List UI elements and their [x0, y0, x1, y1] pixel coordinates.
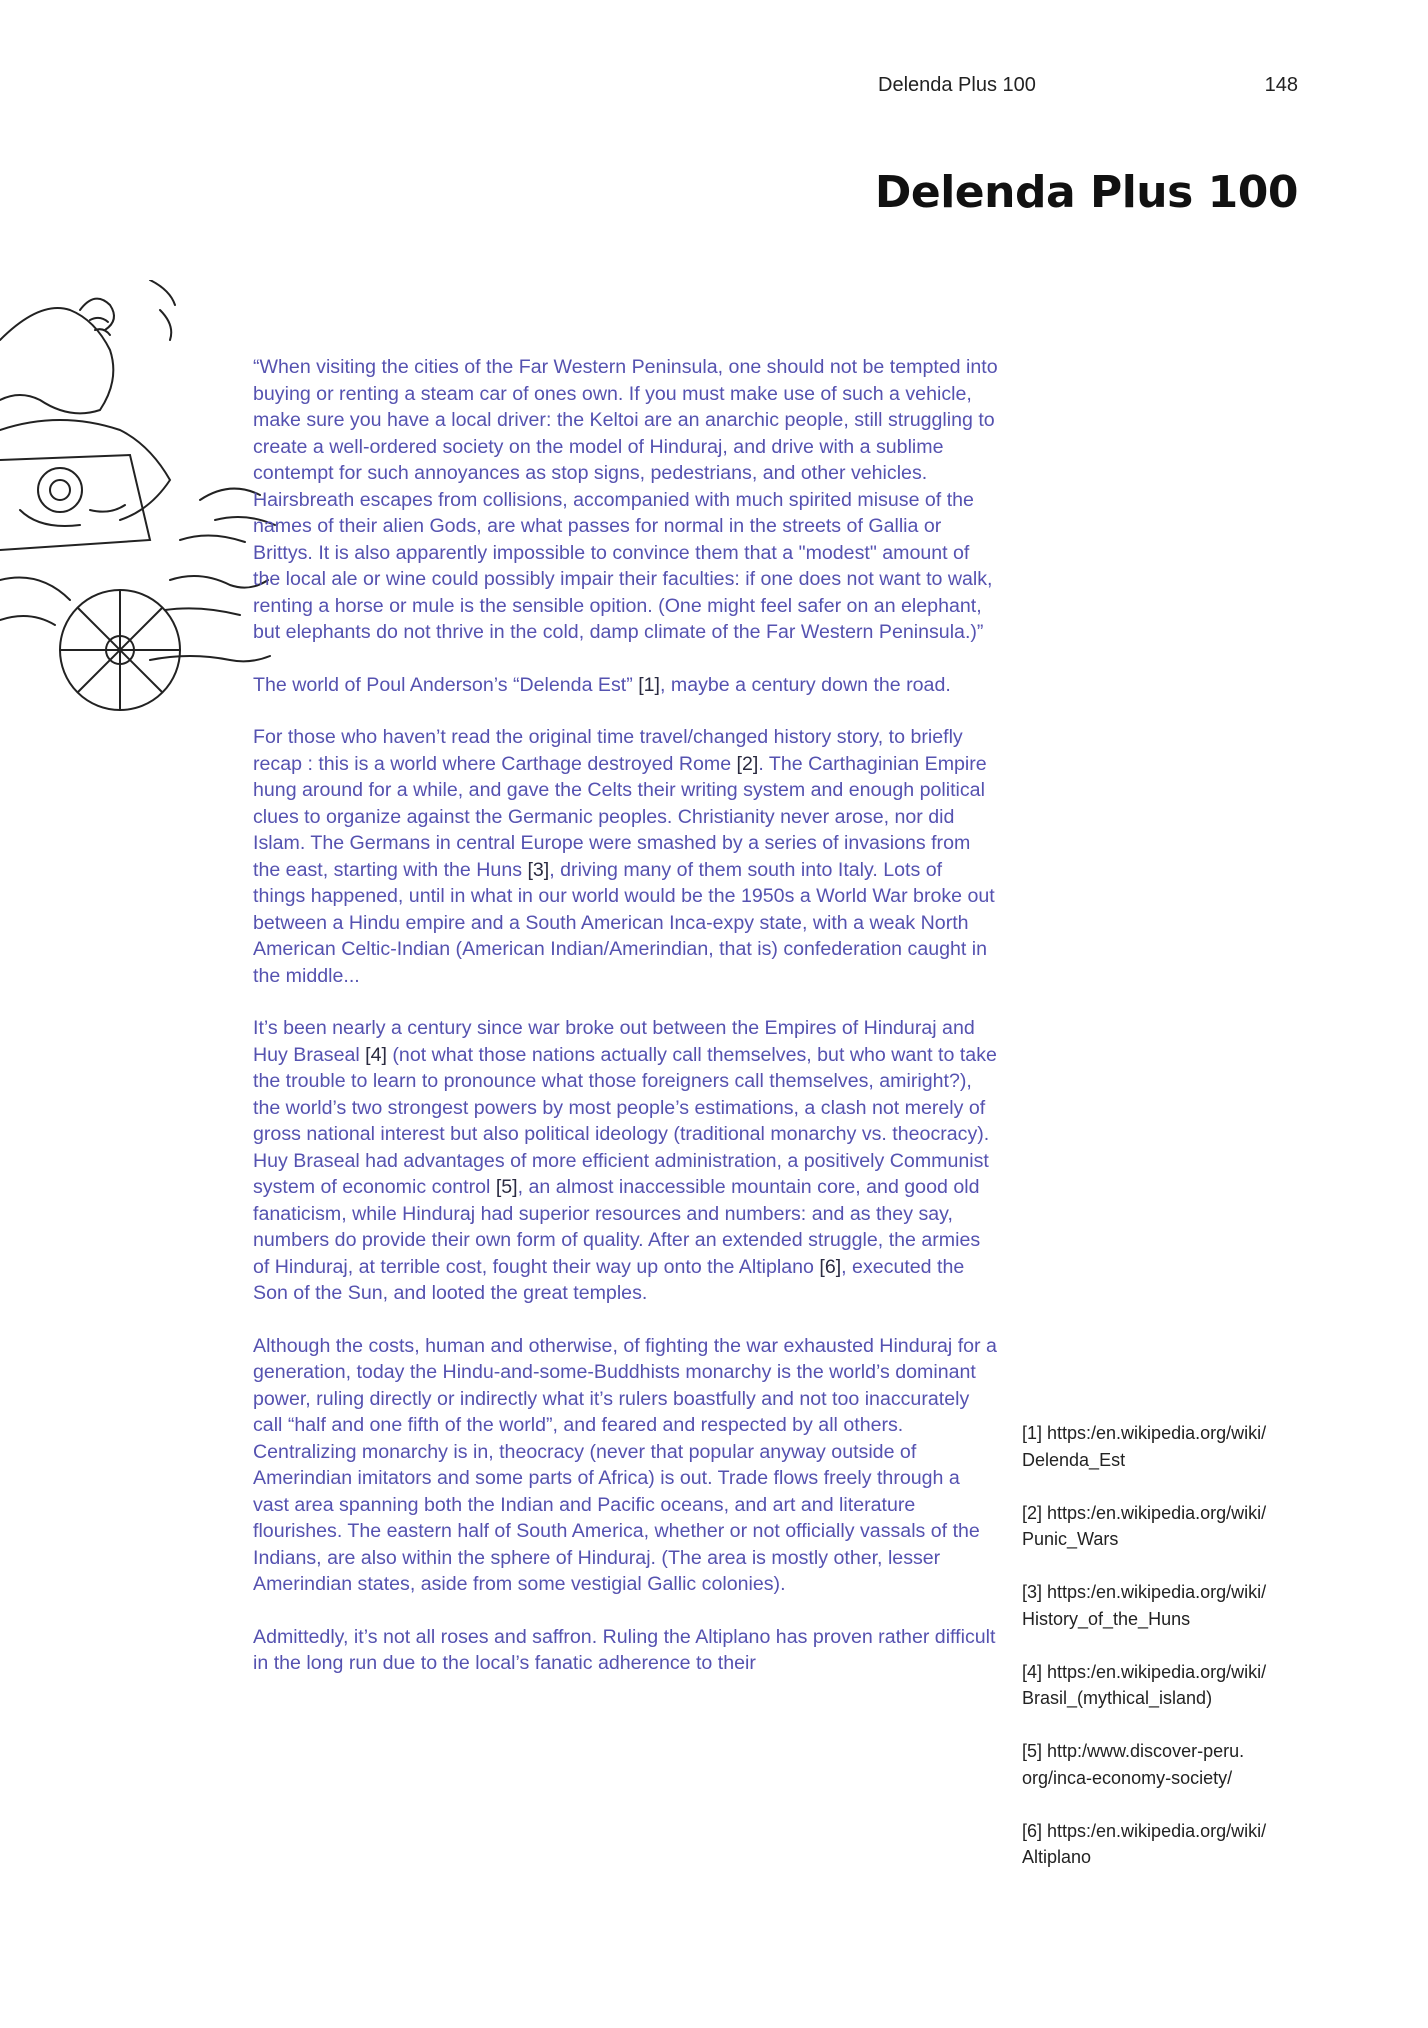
footnote-ref: [4]	[365, 1043, 387, 1066]
footnote-line: [5] http:/www.discover-peru.	[1022, 1741, 1245, 1761]
footnote-ref: [3]	[527, 858, 550, 881]
paragraph	[253, 1624, 998, 1677]
footnote-line: [3] https:/en.wikipedia.org/wiki/	[1022, 1582, 1267, 1602]
page-number: 148	[1264, 74, 1298, 96]
footnote	[1022, 1818, 1312, 1871]
footnote-line: org/inca-economy-society/	[1022, 1767, 1233, 1788]
paragraph-text: , executed the Son of the Sun, and looted the great temples.	[253, 1255, 965, 1304]
paragraph-text: Although the costs, human and otherwise, of fighting the war exhausted Hinduraj for a generation, today the Hindu-and-some-Buddhists monarchy is the world’s dominant power, ruling directly or indirectly what it’s rulers boastfully and not too inaccurately call “half and one fifth of the world”, and feared and respected by all others. Centralizing monarchy is in, theocracy (never that popular anyway outside of Amerindian imitators and some parts of Africa) is out. Trade flows freely through a vast area spanning both the Indian and Pacific oceans, and art and literature flourishes. The eastern half of South America, whether or not officially vassals of the Indians, are also within the sphere of Hinduraj. (The area is mostly other, lesser Amerindian states, aside from some vestigial Gallic colonies).	[253, 1334, 997, 1595]
footnote	[1022, 1579, 1312, 1632]
paragraph-text: , an almost inaccessible mountain core, and good old fanaticism, while Hinduraj had superior resources and numbers: and as they say, numbers do provide their own form of quality. After an extended struggle, the armies of Hinduraj, at terrible cost, fought their way up onto the Altiplano	[253, 1176, 981, 1278]
footnote-line: [4] https:/en.wikipedia.org/wiki/	[1022, 1661, 1267, 1682]
footnote	[1022, 1659, 1312, 1712]
footnote	[1022, 1738, 1312, 1791]
article-body	[253, 354, 998, 1703]
paragraph-text: , maybe a century down the road.	[659, 673, 951, 696]
paragraph	[253, 672, 998, 699]
paragraph-text: , driving many of them south into Italy. Lots of things happened, until in what in our world would be the 1950s a World War broke out between a Hindu empire and a South American Inca-expy state, with a weak North American Celtic-Indian (American Indian/Amerindian, that is) confederation caught in the middle...	[253, 858, 995, 987]
footnote-line: Punic_Wars	[1022, 1529, 1119, 1549]
paragraph-text: . The Carthaginian Empire hung around for a while, and gave the Celts their writing system and enough political clues to organize against the Germanic peoples. Christianity never arose, nor did Islam. The Germans in central Europe were smashed by a series of invasions from the east, starting with the Huns	[253, 752, 987, 881]
footnote-line: Altiplano	[1022, 1847, 1092, 1867]
running-title: Delenda Plus 100	[878, 74, 1036, 96]
footnote	[1022, 1500, 1312, 1553]
footnote-line: Brasil_(mythical_island)	[1022, 1688, 1213, 1708]
footnote-line: History_of_the_Huns	[1022, 1608, 1191, 1629]
running-header	[878, 74, 1298, 97]
footnote-ref: [1]	[638, 673, 660, 696]
footnote-line: Delenda_Est	[1022, 1449, 1126, 1470]
footnote	[1022, 1420, 1312, 1473]
paragraph	[253, 1333, 998, 1598]
page-title: Delenda Plus 100	[874, 167, 1298, 219]
paragraph	[253, 354, 998, 646]
paragraph	[253, 1015, 998, 1307]
paragraph-text: The world of Poul Anderson’s “Delenda Est”	[253, 673, 639, 696]
footnote-line: [6] https:/en.wikipedia.org/wiki/	[1022, 1820, 1267, 1841]
paragraph-text: Admittedly, it’s not all roses and saffron. Ruling the Altiplano has proven rather difficult in the long run due to the local’s fanatic adherence to their	[253, 1625, 996, 1674]
paragraph-text: (not what those nations actually call themselves, but who want to take the trouble to learn to pronounce what those foreigners call themselves, amiright?), the world’s two strongest powers by most people’s estimations, a clash not merely of gross national interest but also political ideology (traditional monarchy vs. theocracy). Huy Braseal had advantages of more efficient administration, a positively Communist system of economic control	[253, 1043, 997, 1198]
footnote-ref: [6]	[819, 1255, 842, 1278]
paragraph-text: For those who haven’t read the original time travel/changed history story, to briefly recap : this is a world where Carthage destroyed Rome	[253, 726, 963, 775]
footnote-ref: [2]	[736, 752, 759, 775]
paragraph	[253, 724, 998, 989]
paragraph-text: It’s been nearly a century since war broke out between the Empires of Hinduraj and Huy Braseal	[253, 1017, 975, 1066]
paragraph-text: “When visiting the cities of the Far Western Peninsula, one should not be tempted into buying or renting a steam car of ones own. If you must make use of such a vehicle, make sure you have a local driver: the Keltoi are an anarchic people, still struggling to create a well-ordered society on the model of Hinduraj, and drive with a sublime contempt for such annoyances as stop signs, pedestrians, and other vehicles. Hairsbreath escapes from collisions, accompanied with much spirited misuse of the names of their alien Gods, are what passes for normal in the streets of Gallia or Brittys. It is also apparently impossible to convince them that a "modest" amount of the local ale or wine could possibly impair their faculties: if one does not want to walk, renting a horse or mule is the sensible opition. (One might feel safer on an elephant, but elephants do not thrive in the cold, damp climate of the Far Western Peninsula.)”	[253, 356, 998, 643]
footnote-line: [2] https:/en.wikipedia.org/wiki/	[1022, 1502, 1267, 1523]
footnotes	[1022, 1420, 1312, 1897]
footnote-ref: [5]	[495, 1176, 518, 1198]
footnote-line: [1] https:/en.wikipedia.org/wiki/	[1022, 1423, 1267, 1443]
